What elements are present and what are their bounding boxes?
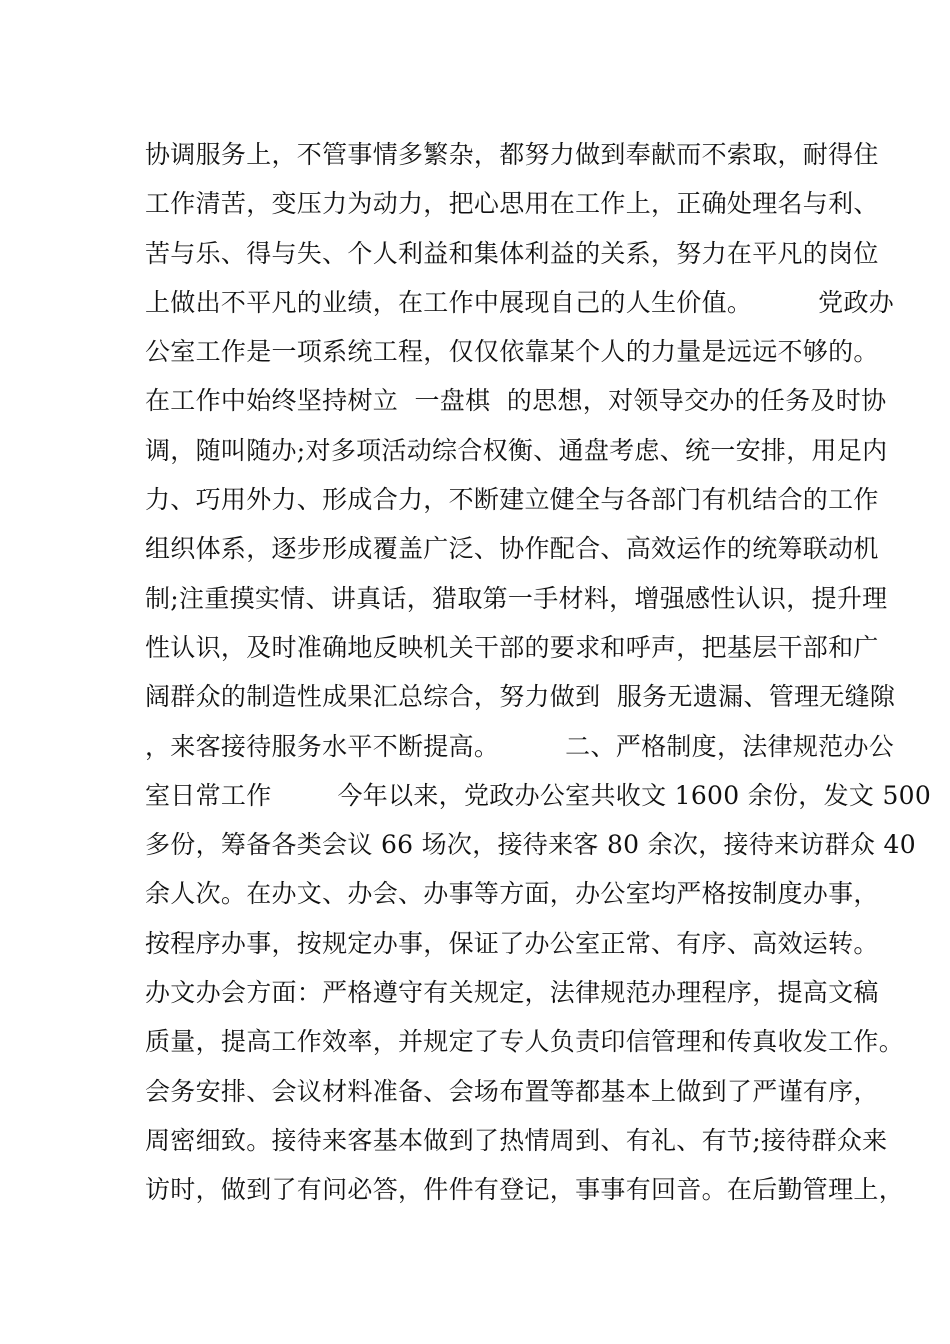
text-line: 公室工作是一项系统工程，仅仅依靠某个人的力量是远远不够的。 — [145, 337, 879, 367]
text-line: 制;注重摸实情、讲真话，猎取第一手材料，增强感性认识，提升理 — [145, 583, 888, 613]
text-line: 工作清苦，变压力为动力，把心思用在工作上，正确处理名与利、 — [145, 189, 879, 219]
text-line: 阔群众的制造性成果汇总综合，努力做到 服务无遗漏、管理无缝隙 — [145, 682, 896, 712]
text-line: 周密细致。接待来客基本做到了热情周到、有礼、有节;接待群众来 — [145, 1125, 888, 1155]
text-line: ，来客接待服务水平不断提高。 二、严格制度，法律规范办公 — [145, 731, 895, 761]
text-line: 力、巧用外力、形成合力，不断建立健全与各部门有机结合的工作 — [145, 485, 879, 515]
text-line: 组织体系，逐步形成覆盖广泛、协作配合、高效运作的统筹联动机 — [145, 534, 879, 564]
text-line: 上做出不平凡的业绩，在工作中展现自己的人生价值。 党政办 — [145, 287, 895, 317]
text-line: 在工作中始终坚持树立 一盘棋 的思想，对领导交办的任务及时协 — [145, 386, 887, 416]
body-text — [145, 130, 932, 1215]
text-line: 调，随叫随办;对多项活动综合权衡、通盘考虑、统一安排，用足内 — [145, 435, 888, 465]
text-line: 室日常工作 今年以来，党政办公室共收文 1600 余份，发文 500 — [145, 780, 932, 810]
text-line: 性认识，及时准确地反映机关干部的要求和呼声，把基层干部和广 — [145, 632, 879, 662]
text-line: 余人次。在办文、办会、办事等方面，办公室均严格按制度办事， — [145, 879, 879, 909]
text-line: 多份，筹备各类会议 66 场次，接待来客 80 余次，接待来访群众 40 — [145, 830, 916, 860]
text-line: 协调服务上，不管事情多繁杂，都努力做到奉献而不索取，耐得住 — [145, 140, 879, 169]
text-line: 质量，提高工作效率，并规定了专人负责印信管理和传真收发工作。 — [145, 1027, 905, 1057]
text-line: 访时，做到了有问必答，件件有登记，事事有回音。在后勤管理上， — [145, 1175, 905, 1205]
text-line: 按程序办事，按规定办事，保证了办公室正常、有序、高效运转。 — [145, 928, 879, 958]
text-line: 办文办会方面：严格遵守有关规定，法律规范办理程序，提高文稿 — [145, 978, 879, 1008]
text-line: 苦与乐、得与失、个人利益和集体利益的关系，努力在平凡的岗位 — [145, 238, 879, 268]
text-line: 会务安排、会议材料准备、会场布置等都基本上做到了严谨有序， — [145, 1076, 879, 1106]
